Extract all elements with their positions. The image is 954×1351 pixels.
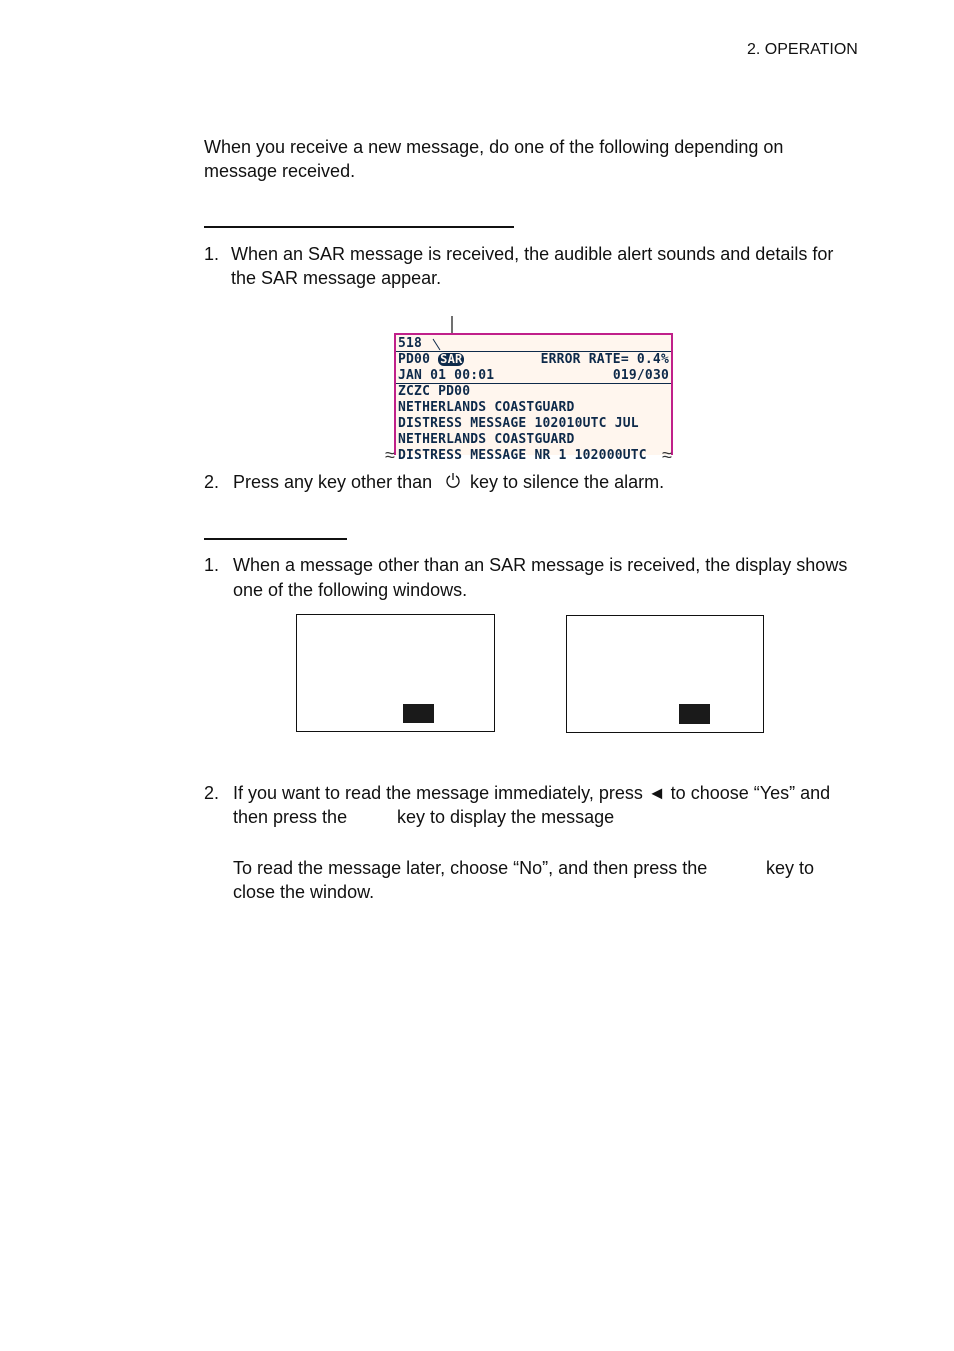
lcd-screen bbox=[394, 333, 673, 463]
break-mark-right: ≈ bbox=[662, 445, 672, 465]
lcd-error-rate: ERROR RATE= 0.4% bbox=[540, 352, 669, 367]
lcd-line-header: ZCZC PD00 bbox=[398, 384, 471, 399]
message-popup-window-1 bbox=[296, 614, 495, 732]
other-step-2-line-2-before: then press the bbox=[233, 807, 348, 827]
later-line-1-before: To read the message later, choose “No”, and then press the bbox=[233, 858, 708, 878]
lcd-pointer-mark bbox=[432, 338, 442, 352]
sar-step-1-line-2: the SAR message appear. bbox=[231, 268, 442, 288]
other-heading-rule bbox=[204, 538, 347, 540]
later-line-1-after: key to bbox=[766, 858, 815, 878]
power-icon bbox=[445, 471, 461, 489]
other-step-1-line-1: When a message other than an SAR message is received, the display shows bbox=[233, 555, 848, 575]
other-step-2-line-2-after: key to display the message bbox=[397, 807, 615, 827]
later-line-2: close the window. bbox=[233, 882, 375, 902]
lcd-line-body-cut: DISTRESS MESSAGE NR 1 102000UTC bbox=[398, 448, 647, 463]
lcd-line-status bbox=[398, 352, 669, 368]
popup-highlighted-button[interactable] bbox=[679, 704, 710, 724]
lcd-line-body: DISTRESS MESSAGE 102010UTC JUL bbox=[398, 416, 639, 431]
lcd-station-id: PD00 bbox=[398, 352, 431, 367]
lcd-message-count: 019/030 bbox=[612, 368, 669, 383]
section-header: 2. OPERATION bbox=[747, 41, 858, 58]
sar-step-1-number: 1. bbox=[204, 244, 220, 264]
sar-step-2-text-after: key to silence the alarm. bbox=[470, 472, 665, 492]
other-step-1-number: 1. bbox=[204, 555, 220, 575]
lcd-line-body: NETHERLANDS COASTGUARD bbox=[398, 432, 575, 447]
intro-line-1: When you receive a new message, do one of the following depending on bbox=[204, 137, 784, 157]
intro-line-2: message received. bbox=[204, 161, 356, 181]
message-popup-window-2 bbox=[566, 615, 764, 733]
sar-badge: SAR bbox=[440, 352, 463, 366]
sar-step-1-line-1: When an SAR message is received, the audible alert sounds and details for bbox=[231, 244, 834, 264]
sar-step-2-text-before: Press any key other than bbox=[233, 472, 433, 492]
lcd-datetime: JAN 01 00:01 bbox=[398, 368, 495, 383]
other-step-2-line-1: If you want to read the message immediately, press ◄ to choose “Yes” and bbox=[233, 783, 831, 803]
other-step-2-number: 2. bbox=[204, 783, 220, 803]
popup-highlighted-button[interactable] bbox=[403, 704, 434, 723]
lcd-line-channel: 518 bbox=[398, 336, 423, 351]
sar-step-2-number: 2. bbox=[204, 472, 220, 492]
lcd-line-date bbox=[398, 368, 669, 384]
sar-heading-rule bbox=[204, 226, 514, 228]
other-step-1-line-2: one of the following windows. bbox=[233, 580, 468, 600]
lcd-line-body: NETHERLANDS COASTGUARD bbox=[398, 400, 575, 415]
break-mark-left: ≈ bbox=[385, 445, 395, 465]
